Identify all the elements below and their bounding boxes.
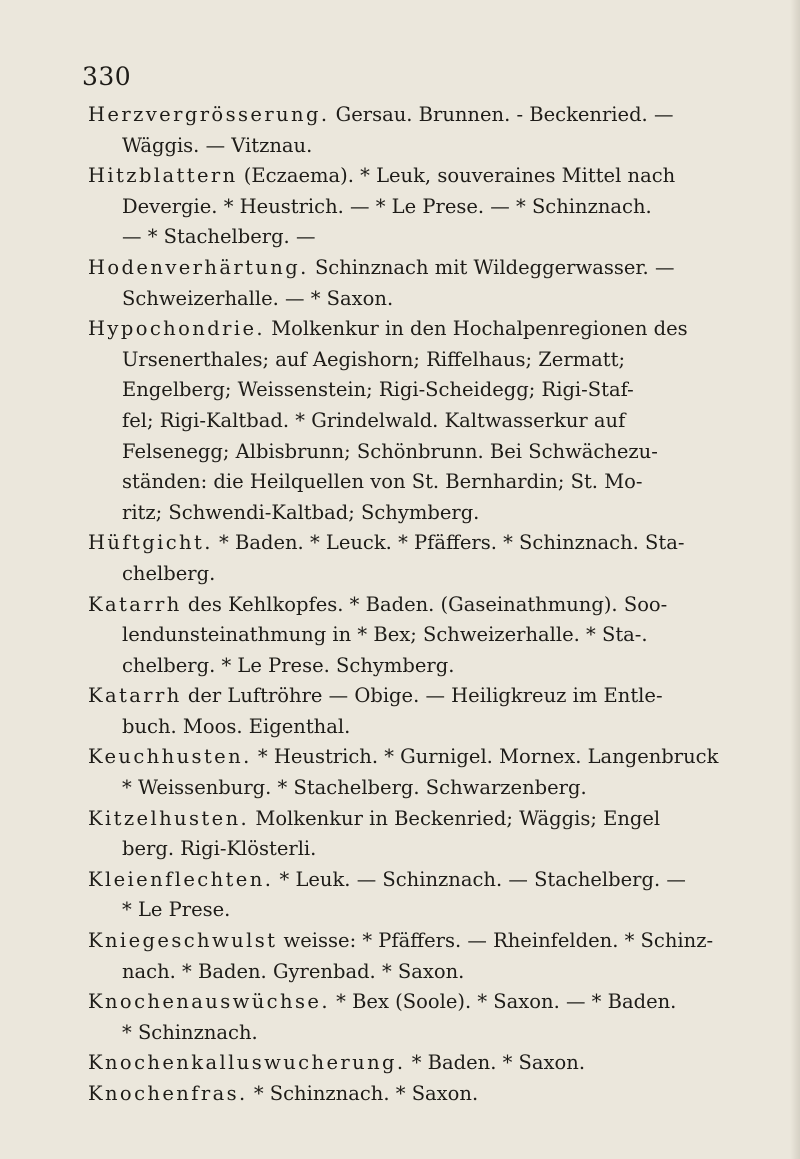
index-entry (88, 681, 728, 742)
index-entry (88, 528, 728, 589)
index-entry (88, 253, 728, 314)
entry-term: Knochenauswüchse. (88, 990, 330, 1014)
index-entry (88, 100, 728, 161)
entry-text: * Weissenburg. * Stachelberg. Schwarzenberg. (122, 776, 587, 800)
entry-text: Molkenkur in Beckenried; Wäggis; Engel (249, 806, 661, 830)
entry-text: lendunsteinathmung in * Bex; Schweizerhalle. * Sta-. (122, 623, 648, 647)
entry-text: Felsenegg; Albisbrunn; Schönbrunn. Bei Schwächezu- (122, 439, 658, 463)
page-number: 330 (82, 62, 132, 91)
index-entry (88, 926, 728, 987)
index-entry (88, 804, 728, 865)
entry-text: * Baden. * Saxon. (405, 1051, 586, 1075)
index-entry (88, 1048, 728, 1079)
entry-term: Hypochondrie. (88, 317, 266, 341)
entry-text: Engelberg; Weissenstein; Rigi-Scheidegg; Rigi-Staf- (122, 378, 634, 402)
entry-text: * Heustrich. * Gurnigel. Mornex. Langenbruck (251, 745, 719, 769)
entry-text: Molkenkur in den Hochalpenregionen des (265, 317, 688, 341)
index-entries (88, 100, 728, 1110)
entry-text: berg. Rigi-Klösterli. (122, 837, 317, 861)
entry-term: Herzvergrösserung. (88, 103, 330, 126)
page-edge-shadow (790, 0, 800, 1159)
entry-term: Knochenkalluswucherung. (88, 1051, 406, 1075)
entry-term: Katarrh (88, 592, 182, 616)
index-entry (88, 161, 728, 253)
entry-text: fel; Rigi-Kaltbad. * Grindelwald. Kaltwasserkur auf (122, 408, 626, 432)
entry-text: Wäggis. — Vitznau. (122, 133, 313, 157)
entry-text: * Le Prese. (122, 898, 231, 922)
entry-term: Knochenfras. (88, 1082, 248, 1105)
entry-term: Hüftgicht. (88, 531, 213, 555)
index-entry (88, 314, 728, 528)
entry-text: Schinznach mit Wildeggerwasser. — (308, 255, 675, 279)
entry-term: Hitzblattern (88, 164, 238, 188)
index-entry (88, 590, 728, 682)
entry-text: der Luftröhre — Obige. — Heiligkreuz im Entle- (181, 684, 663, 708)
entry-text: — * Stachelberg. — (122, 225, 316, 249)
entry-text: * Schinznach. * Saxon. (247, 1082, 479, 1105)
entry-text: ritz; Schwendi-Kaltbad; Schymberg. (122, 500, 480, 524)
entry-term: Hodenverhärtung. (88, 255, 309, 279)
entry-text: * Baden. * Leuck. * Pfäffers. * Schinznach. Sta- (212, 531, 685, 555)
entry-text: * Bex (Soole). * Saxon. — * Baden. (329, 990, 677, 1014)
entry-text: ständen: die Heilquellen von St. Bernhardin; St. Mo- (122, 470, 643, 494)
entry-text: weisse: * Pfäffers. — Rheinfelden. * Schinz- (277, 929, 714, 953)
entry-term: Kniegeschwulst (88, 929, 278, 953)
entry-term: Kitzelhusten. (88, 806, 250, 830)
index-entry (88, 987, 728, 1048)
entry-text: buch. Moos. Eigenthal. (122, 714, 351, 738)
entry-text: * Leuk. — Schinznach. — Stachelberg. — (273, 867, 686, 891)
index-entry (88, 1079, 728, 1110)
entry-text: chelberg. (122, 561, 216, 585)
entry-text: nach. * Baden. Gyrenbad. * Saxon. (122, 959, 465, 983)
index-entry (88, 742, 728, 803)
entry-term: Kleienflechten. (88, 867, 274, 891)
entry-text: des Kehlkopfes. * Baden. (Gaseinathmung). Soo- (181, 592, 668, 616)
entry-term: Katarrh (88, 684, 182, 708)
entry-term: Keuchhusten. (88, 745, 252, 769)
entry-text: Schweizerhalle. — * Saxon. (122, 286, 394, 310)
entry-text: Devergie. * Heustrich. — * Le Prese. — * Schinznach. (122, 194, 652, 218)
index-entry (88, 865, 728, 926)
entry-text: (Eczaema). * Leuk, souveraines Mittel nach (237, 164, 676, 188)
entry-text: * Schinznach. (122, 1020, 258, 1044)
entry-text: Gersau. Brunnen. - Beckenried. — (329, 103, 674, 126)
entry-text: chelberg. * Le Prese. Schymberg. (122, 653, 455, 677)
entry-text: Ursenerthales; auf Aegishorn; Riffelhaus; Zermatt; (122, 347, 626, 371)
